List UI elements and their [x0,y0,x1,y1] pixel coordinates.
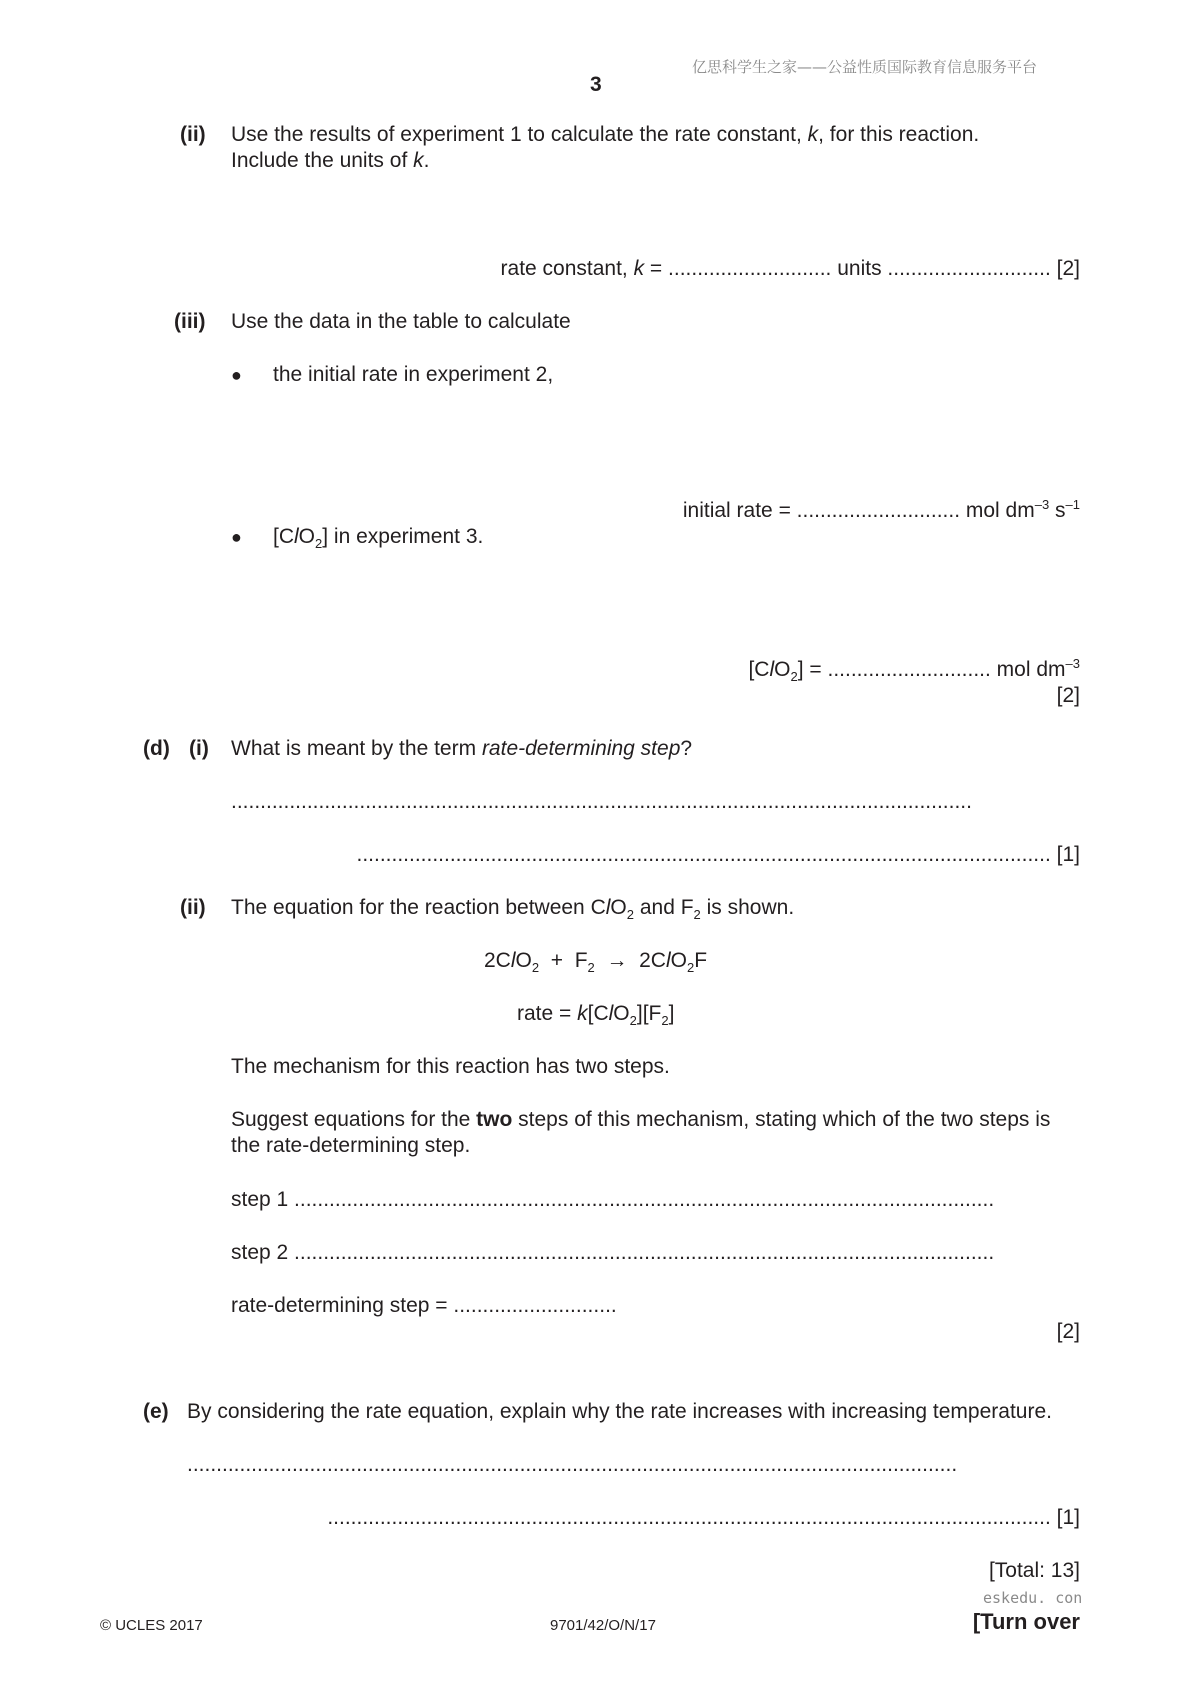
answer-line-rate-constant[interactable]: rate constant, k = ............................ units ............................ [2] [500,257,1080,280]
footer-turn-over: [Turn over [972,1609,1080,1634]
rate-equation: rate = $k[ClO_2][F_2]$ [517,1002,675,1028]
watermark-header: 亿思科学生之家——公益性质国际教育信息服务平台 [692,58,1038,76]
marks-d-i: [1] [1056,843,1080,866]
arrow-icon: → [594,949,640,972]
mechanism-text: The mechanism for this reaction has two steps. [231,1055,670,1078]
answer-line-step1[interactable]: step 1 ........................................................................................................................ [231,1188,995,1211]
total-marks: [Total: 13] [988,1559,1080,1582]
answer-line-e-2[interactable]: ............................................................................................................................ [1] [327,1506,1080,1529]
question-label-d-ii: (ii) [180,896,206,919]
question-label-c-iii: (iii) [174,310,206,333]
question-label-d: (d) [143,737,170,760]
watermark-footer: eskedu. con [983,1589,1083,1607]
question-c-ii-text-line1: Use the results of experiment 1 to calculate the rate constant, k, for this reaction. [231,123,980,146]
answer-line-initial-rate[interactable]: initial rate = ............................ mol $dm^{-3}$ $s^{-1}$ [682,497,1080,522]
question-label-c-ii: (ii) [180,123,206,146]
question-d-i-text: What is meant by the term rate-determining step? [231,737,693,760]
marks-e: [1] [1056,1506,1080,1529]
question-label-e: (e) [143,1400,169,1423]
marks-c-ii: [2] [1056,257,1080,280]
marks-c-iii: [2] [1056,684,1080,707]
bullet-icon: ● [231,365,242,385]
answer-line-rds[interactable]: rate-determining step = ............................ [231,1294,617,1317]
answer-line-clo2[interactable]: [ClO$_2$] = ............................ mol $dm^{-3}$ [748,656,1080,684]
answer-line-e-1[interactable]: .................................................................................................................................... [187,1453,958,1476]
page-number: 3 [590,73,602,96]
bullet-icon: ● [231,527,242,547]
question-c-iii-text: Use the data in the table to calculate [231,310,571,333]
answer-line-step2[interactable]: step 2 ........................................................................................................................ [231,1241,995,1264]
question-d-ii-intro: The equation for the reaction between ClO$_2$ and $F_2$ is shown. [231,896,795,922]
footer-copyright: © UCLES 2017 [100,1617,203,1634]
bullet-clo2-text: [ClO$_2$] in experiment 3. [273,525,484,551]
suggest-text-line1: Suggest equations for the two steps of this mechanism, stating which of the two steps is [231,1108,1051,1131]
answer-line-d-i-2[interactable]: ....................................................................................................................... [1] [356,843,1080,866]
reaction-equation: $2ClO_2 + F_2 \to 2ClO_2F$ [484,949,708,975]
question-e-text: By considering the rate equation, explain why the rate increases with increasing temperature. [187,1400,1052,1423]
question-label-d-i: (i) [189,737,209,760]
footer-paper-code: 9701/42/O/N/17 [550,1617,656,1634]
answer-line-d-i-1[interactable]: ............................................................................................................................... [231,790,972,813]
marks-d-ii: [2] [1056,1320,1080,1343]
question-c-ii-text-line2: Include the units of k. [231,149,430,172]
bullet-initial-rate-text: the initial rate in experiment 2, [273,363,554,386]
suggest-text-line2: the rate-determining step. [231,1134,471,1157]
